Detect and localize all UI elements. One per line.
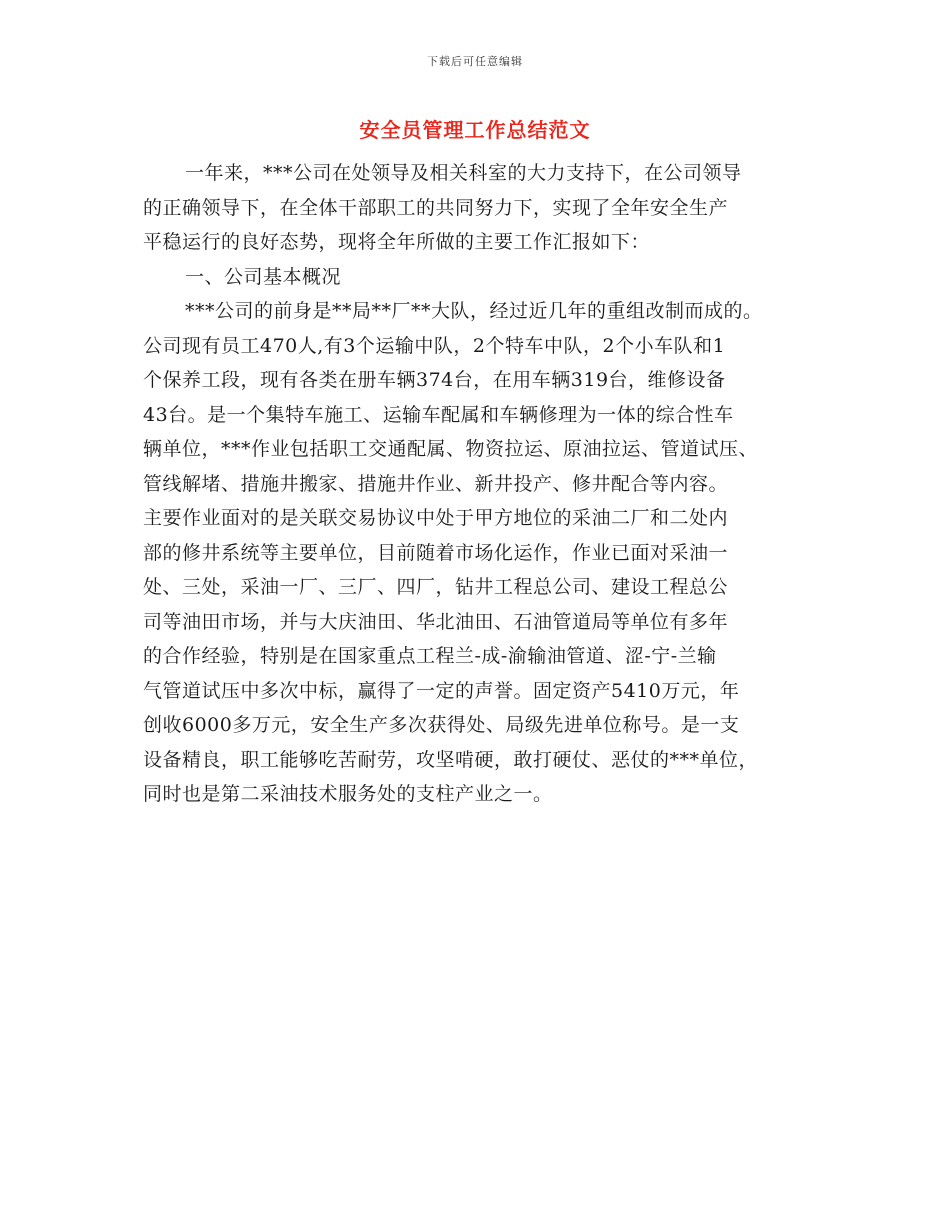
paragraph-line: 部的修井系统等主要单位，目前随着市场化运作，作业已面对采油一 — [143, 541, 729, 564]
paragraph-line: 司等油田市场，并与大庆油田、华北油田、石油管道局等单位有多年 — [143, 610, 729, 633]
paragraph-line: 的正确领导下，在全体干部职工的共同努力下，实现了全年安全生产 — [143, 196, 729, 219]
paragraph-line: 管线解堵、措施井搬家、措施井作业、新井投产、修井配合等内容。 — [143, 472, 729, 495]
paragraph-line: 的合作经验，特别是在国家重点工程兰-成-渝输油管道、涩-宁-兰输 — [143, 645, 717, 667]
paragraph-line: 同时也是第二采油技术服务处的支柱产业之一。 — [143, 783, 553, 805]
section-heading: 一、公司基本概况 — [185, 265, 342, 288]
paragraph-line: 平稳运行的良好态势，现将全年所做的主要工作汇报如下： — [143, 231, 651, 253]
paragraph-line: 创收6000多万元，安全生产多次获得处、局级先进单位称号。是一支 — [143, 714, 740, 736]
paragraph-line: 辆单位，***作业包括职工交通配属、物资拉运、原油拉运、管道试压、 — [143, 438, 759, 460]
paragraph-line: 处、三处，采油一厂、三厂、四厂，钻井工程总公司、建设工程总公 — [143, 576, 729, 598]
header-note: 下载后可任意编辑 — [427, 55, 523, 68]
paragraph-line: 个保养工段，现有各类在册车辆374台，在用车辆319台，维修设备 — [143, 369, 726, 391]
paragraph-line: ***公司的前身是**局**厂**大队，经过近几年的重组改制而成的。 — [185, 300, 763, 322]
document-title: 安全员管理工作总结范文 — [359, 118, 591, 142]
document-body — [143, 156, 823, 812]
paragraph-line: 主要作业面对的是关联交易协议中处于甲方地位的采油二厂和二处内 — [143, 507, 729, 529]
paragraph-line: 一年来，***公司在处领导及相关科室的大力支持下，在公司领导 — [185, 162, 742, 184]
paragraph-line: 43台。是一个集特车施工、运输车配属和车辆修理为一体的综合性车 — [143, 403, 734, 426]
paragraph-line: 公司现有员工470人,有3个运输中队，2个特车中队，2个小车队和1 — [143, 334, 726, 357]
paragraph-line: 设备精良，职工能够吃苦耐劳，攻坚啃硬，敢打硬仗、恶仗的***单位， — [143, 748, 759, 771]
paragraph-line: 气管道试压中多次中标，赢得了一定的声誉。固定资产5410万元，年 — [143, 679, 740, 702]
